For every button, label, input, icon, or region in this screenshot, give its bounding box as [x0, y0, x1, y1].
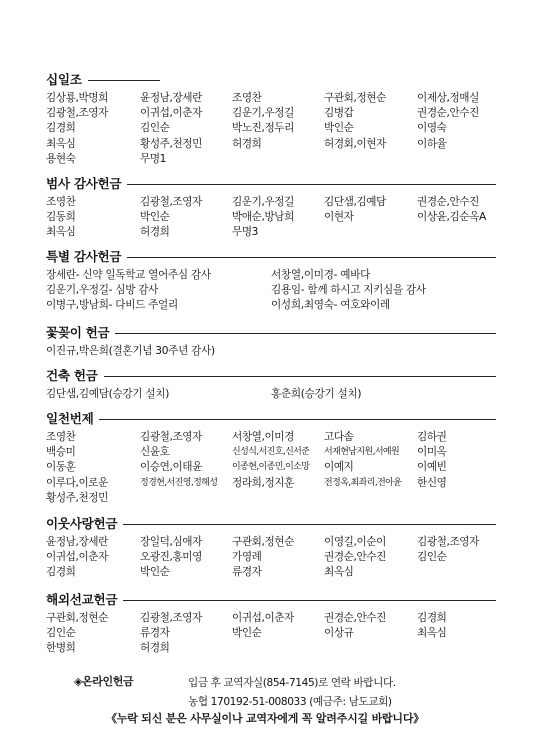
omission-notice: 《누락 되신 분은 사무실이나 교역자에게 꼭 알려주시길 바랍니다》: [106, 712, 425, 725]
section-rule: [127, 184, 496, 185]
section-header: [46, 411, 496, 428]
section-header: [46, 176, 496, 193]
section-overseas-mission: [46, 592, 496, 656]
section-rule: [99, 419, 496, 420]
section-rule: [123, 524, 496, 525]
dedication-text: 서창열,이미경- 예바다: [271, 268, 371, 281]
table-row: [46, 209, 496, 224]
section-rule: [88, 80, 160, 81]
donor-name: 권경순,안수진: [324, 611, 386, 624]
donor-name: 서재현남지원,서예원: [324, 446, 400, 457]
dedication-text: 장세란- 신약 일독학교 열어주심 감사: [46, 268, 211, 281]
name-grid: [46, 610, 496, 656]
donor-name: 이루다,이로운: [46, 476, 108, 489]
donor-name: 조영찬: [46, 195, 76, 208]
donor-name: 허경희: [140, 642, 170, 655]
dedication-list: [46, 267, 496, 313]
donor-name: 신성식,서진호,신서준: [232, 446, 310, 457]
table-row: [46, 152, 496, 167]
donor-name: 김광철,조영자: [417, 535, 479, 548]
donor-name: 최옥심: [417, 627, 447, 639]
dedication-list: [46, 386, 496, 401]
donor-name: 조영찬: [46, 430, 76, 443]
donor-name: 구관회,정현순: [232, 535, 294, 548]
donor-name: 박인순: [140, 566, 170, 579]
dedication-text: 이병구,방남희- 다비드 주얼리: [46, 299, 178, 312]
table-row: [46, 136, 496, 151]
section-header: [46, 72, 496, 89]
donor-name: 류경자: [140, 627, 170, 639]
name-grid: [46, 90, 496, 167]
donor-name: 용현숙: [46, 153, 76, 166]
dedication-text: 김운기,우정길- 심방 감사: [46, 284, 159, 296]
donor-name: 권경순,안수진: [417, 195, 479, 208]
section-tithe: [46, 72, 496, 167]
section-title: 범사 감사헌금: [46, 176, 122, 192]
section-title: 이웃사랑헌금: [46, 516, 118, 532]
table-row: [46, 460, 496, 475]
donor-name: 김하권: [417, 430, 447, 443]
table-row: [46, 641, 496, 656]
donor-name: 이상규: [324, 627, 354, 639]
section-rule: [127, 257, 496, 258]
table-row: [46, 444, 496, 459]
donor-name: 윤정남,장세란: [140, 91, 202, 104]
name-grid: [46, 429, 496, 506]
donor-name: 황성주,천정민: [46, 492, 108, 505]
donor-name: 김광철,조영자: [46, 107, 108, 119]
donor-name: 가영례: [232, 551, 262, 563]
donor-name: 신윤호: [140, 446, 170, 458]
donor-name: 이귀섭,이춘자: [232, 611, 294, 624]
table-row: [46, 225, 496, 240]
donor-name: 김경희: [46, 566, 76, 579]
donor-name: 이승연,이태윤: [140, 461, 202, 474]
donor-name: 이예빈: [417, 461, 447, 474]
donor-name: 이영숙: [417, 122, 447, 135]
donor-name: 김인순: [46, 627, 76, 639]
donor-name: 김광철,조영자: [140, 611, 202, 624]
donor-name: 정경현,서진영,정해성: [140, 477, 218, 488]
table-row: [46, 534, 496, 549]
table-row: [46, 491, 496, 506]
donor-name: 김인순: [417, 551, 447, 563]
donor-name: 윤정남,장세란: [46, 535, 108, 548]
donor-name: 허경회,이현자: [324, 137, 386, 150]
donor-name: 김단샘,김예담: [324, 195, 386, 208]
donor-name: 김운기,우정길: [232, 107, 294, 119]
section-title: 건축 헌금: [46, 368, 98, 384]
section-flower: [46, 325, 496, 358]
donor-name: 무명1: [140, 153, 167, 166]
list-item: [46, 267, 496, 282]
name-grid: [46, 534, 496, 580]
bank-account: 농협 170192-51-008033 (예금주: 남도교회): [188, 696, 392, 708]
online-offering-label: ◈온라인헌금: [74, 675, 134, 688]
donor-name: 구관회,정현순: [324, 91, 386, 104]
table-row: [46, 105, 496, 120]
donor-name: 김광철,조영자: [140, 430, 202, 443]
section-header: [46, 325, 496, 342]
section-header: [46, 516, 496, 533]
donor-name: 박인순: [232, 627, 262, 639]
donor-name: 김상룡,박명희: [46, 91, 108, 104]
donor-name: 김병갑: [324, 107, 354, 119]
section-title: 일천번제: [46, 411, 94, 427]
section-title: 꽃꽂이 헌금: [46, 325, 110, 341]
donor-name: 이하율: [417, 137, 447, 150]
donor-name: 이귀섭,이춘자: [46, 551, 108, 563]
donor-name: 최옥심: [46, 137, 76, 150]
table-row: [46, 549, 496, 564]
table-row: [46, 625, 496, 640]
section-header: [46, 592, 496, 609]
donor-name: 박애순,방남희: [232, 211, 294, 223]
section-special-thanks: [46, 249, 496, 313]
donor-name: 허경희: [232, 137, 262, 150]
donor-name: 이예지: [324, 461, 354, 474]
section-rule: [123, 600, 496, 601]
donor-name: 김경희: [417, 611, 447, 624]
donor-name: 김운기,우정길: [232, 195, 294, 208]
donor-name: 최옥심: [324, 566, 354, 579]
donor-name: 이동훈: [46, 461, 76, 474]
section-thanksgiving: [46, 176, 496, 240]
dedication-text: 이진규,박은희(결혼기념 30주년 감사): [46, 344, 215, 357]
donor-name: 권경순,안수진: [417, 107, 479, 119]
donor-name: 김경희: [46, 122, 76, 135]
list-item: [46, 386, 496, 401]
table-row: [46, 610, 496, 625]
section-title: 특별 감사헌금: [46, 249, 122, 265]
donor-name: 권경순,안수진: [324, 551, 386, 563]
table-row: [46, 90, 496, 105]
table-row: [46, 121, 496, 136]
table-row: [46, 194, 496, 209]
donor-name: 이현자: [324, 211, 354, 223]
dedication-text: 김단샘,김예담(승강기 설치): [46, 387, 170, 400]
donor-name: 이제상,정매실: [417, 91, 479, 104]
donor-name: 전정옥,최좌리,전아윤: [324, 477, 402, 488]
donor-name: 김동희: [46, 211, 76, 223]
donor-name: 허경희: [140, 226, 170, 239]
list-item: [46, 343, 496, 358]
donor-name: 정라희,정지훈: [232, 476, 294, 489]
donor-name: 오광진,홍미영: [140, 551, 202, 563]
donor-name: 고다솜: [324, 430, 354, 443]
donor-name: 한신영: [417, 476, 447, 489]
donor-name: 황성주,천정민: [140, 137, 202, 150]
dedication-text: 김용임- 함께 하시고 지키심을 감사: [271, 284, 426, 296]
donor-name: 이영길,이순이: [324, 535, 386, 548]
donor-name: 이귀섭,이춘자: [140, 107, 202, 119]
donor-name: 한병희: [46, 642, 76, 655]
contact-instruction: 입금 후 교역자실(854-7145)로 연락 바랍니다.: [188, 677, 396, 689]
section-neighbor-love: [46, 516, 496, 580]
name-grid: [46, 194, 496, 240]
section-thousand-offering: [46, 411, 496, 506]
donor-name: 조영찬: [232, 91, 262, 104]
section-title: 십일조: [46, 72, 82, 88]
list-item: [46, 298, 496, 313]
dedication-text: 이성희,최영숙- 여호와이레: [271, 299, 390, 312]
section-header: [46, 368, 496, 385]
donor-name: 백승미: [46, 446, 76, 458]
donor-name: 최옥심: [46, 226, 76, 239]
donor-name: 이종현,이종민,이소망: [232, 462, 310, 473]
donor-name: 이미옥: [417, 446, 447, 458]
list-item: [46, 282, 496, 297]
footer: [46, 672, 506, 742]
donor-name: 서창열,이미경: [232, 430, 294, 443]
donor-name: 박노진,정두리: [232, 122, 294, 135]
section-rule: [115, 333, 496, 334]
section-rule: [104, 376, 496, 377]
table-row: [46, 429, 496, 444]
section-header: [46, 249, 496, 266]
table-row: [46, 565, 496, 580]
table-row: [46, 475, 496, 490]
donor-name: 이상윤,김순옥A: [417, 211, 486, 223]
donor-name: 구관회,정현순: [46, 611, 108, 624]
donor-name: 장일덕,심애자: [140, 535, 202, 548]
donor-name: 김광철,조영자: [140, 195, 202, 208]
donor-name: 무명3: [232, 226, 259, 239]
donor-name: 박인순: [324, 122, 354, 135]
donor-name: 김인순: [140, 122, 170, 135]
section-title: 해외선교헌금: [46, 592, 118, 608]
dedication-text: 홍춘희(승강기 설치): [271, 387, 362, 400]
donor-name: 류경자: [232, 566, 262, 579]
section-building: [46, 368, 496, 401]
donor-name: 박인순: [140, 211, 170, 223]
